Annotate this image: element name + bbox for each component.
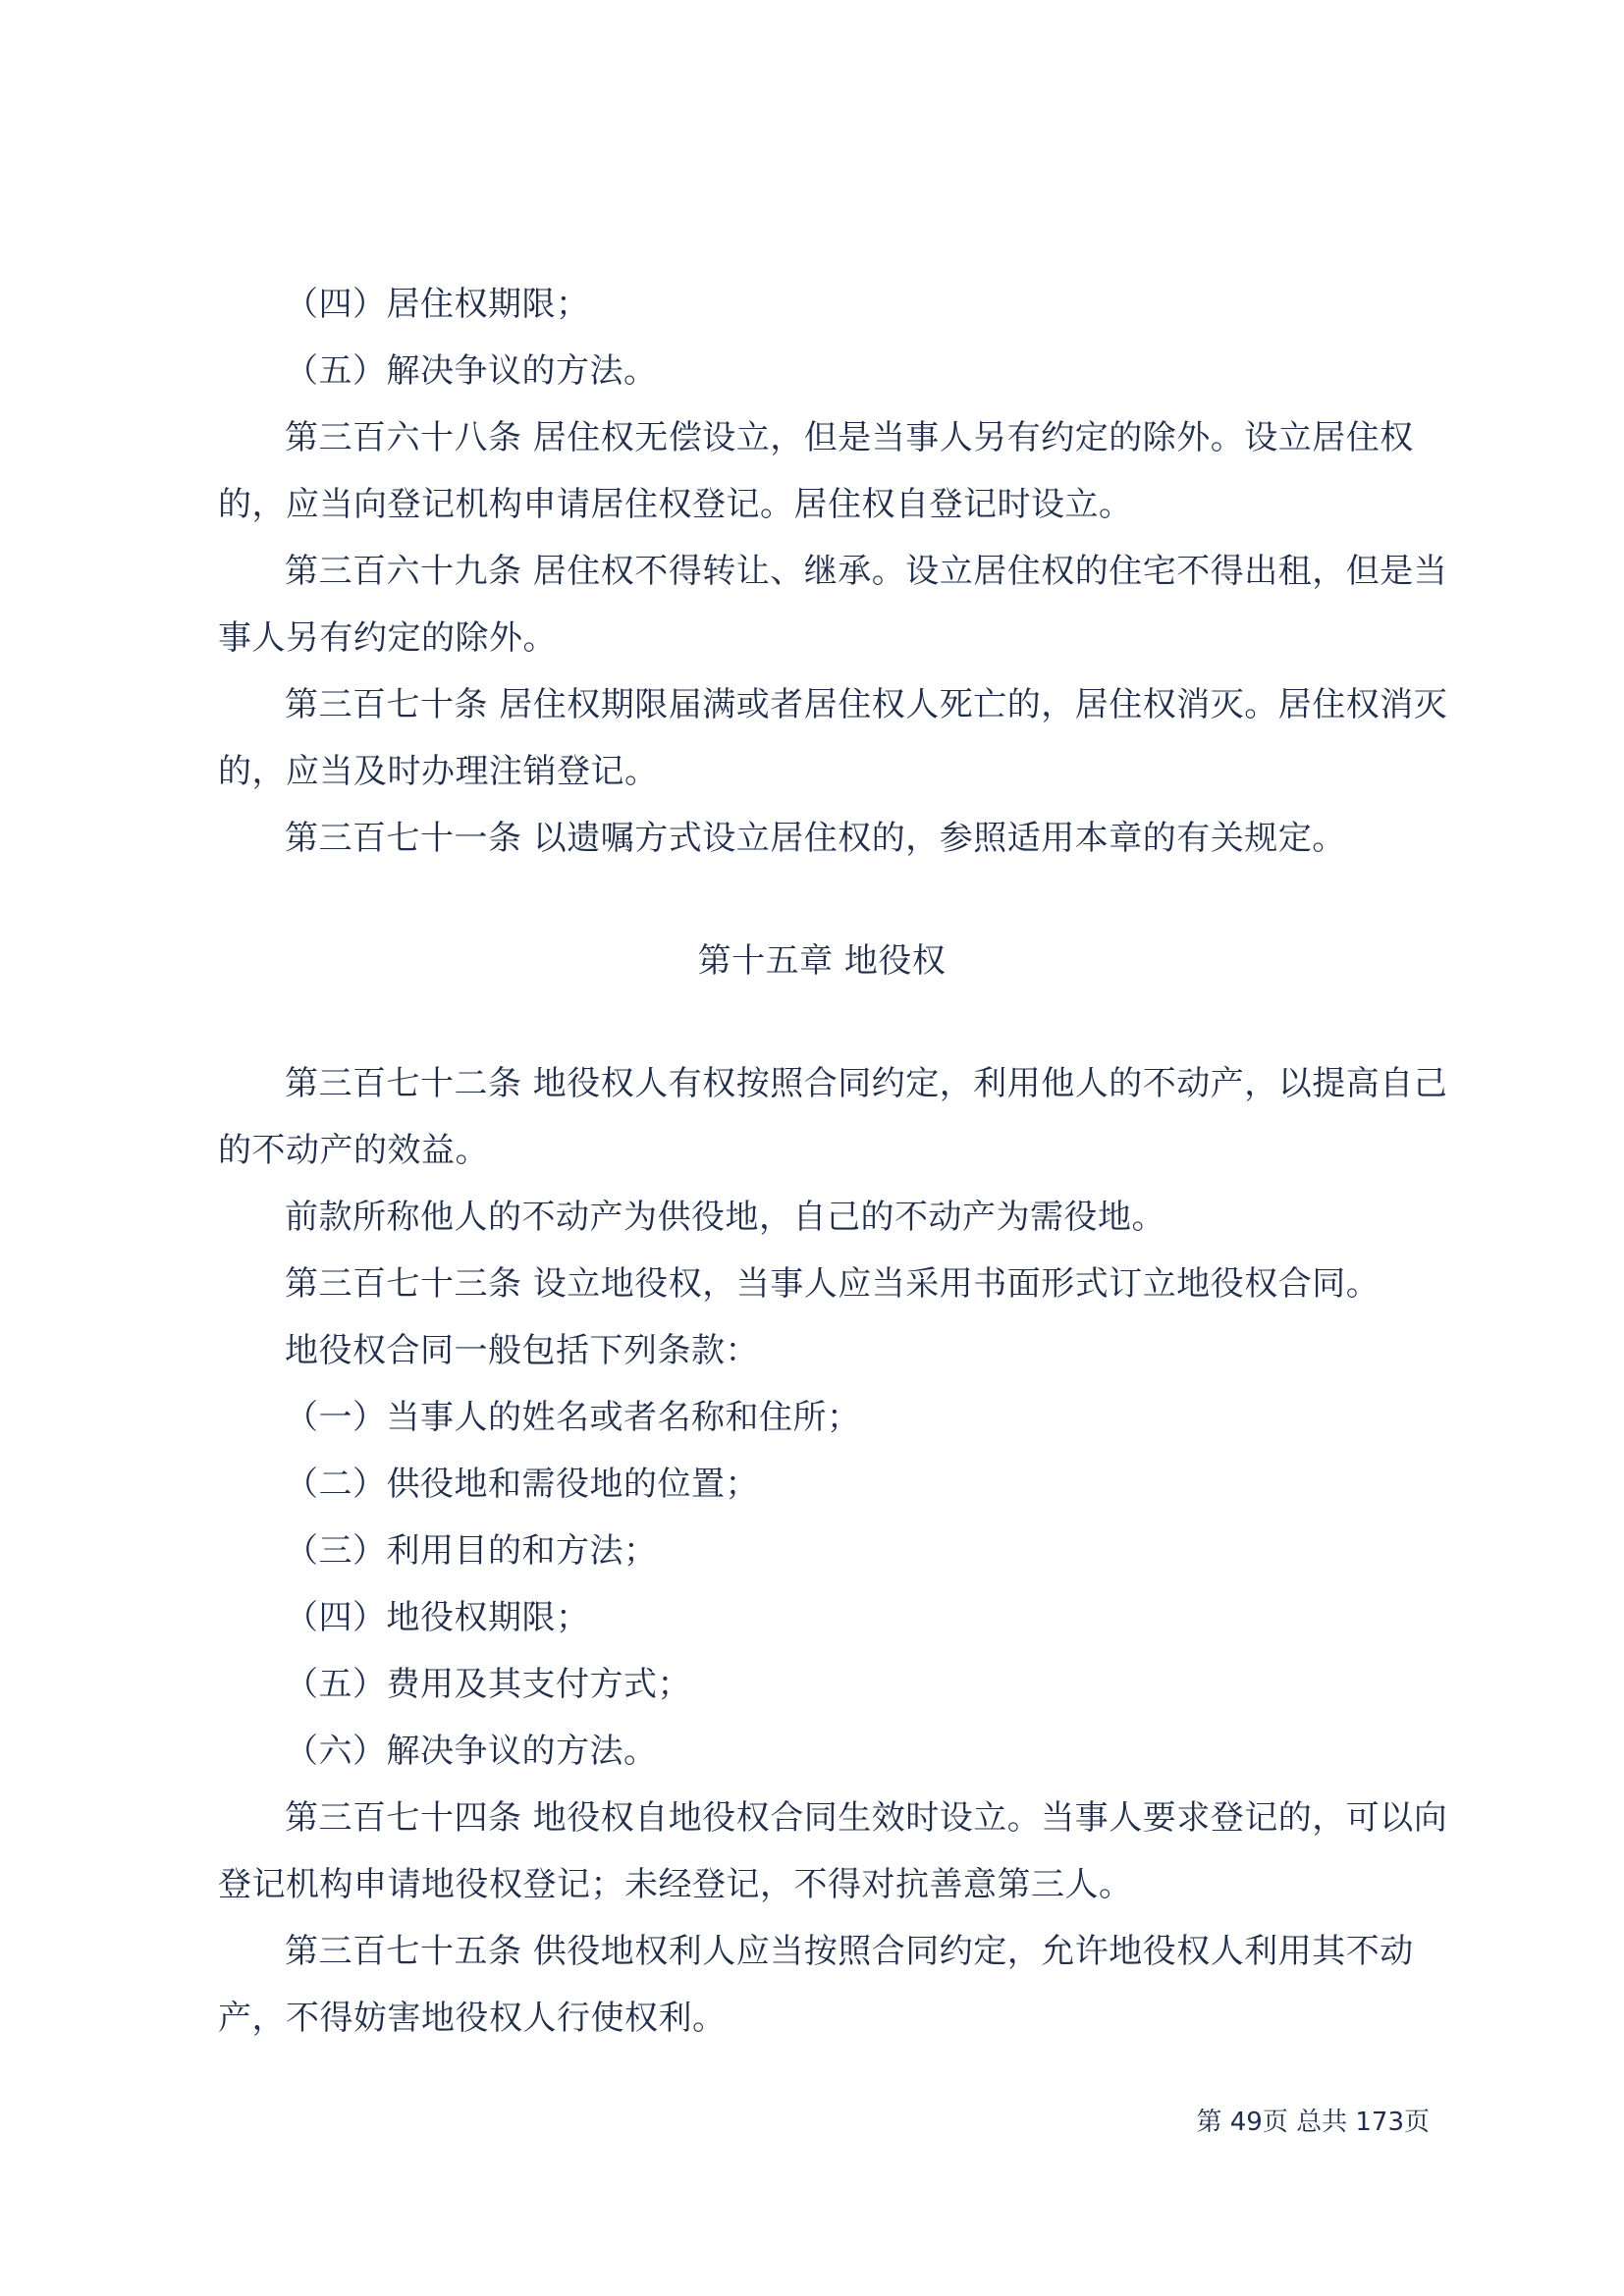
text-line: 第三百七十条 居住权期限届满或者居住权人死亡的，居住权消灭。居住权消灭 [285, 685, 1448, 724]
text-line: （二）供役地和需役地的位置； [285, 1465, 759, 1504]
text-line: 事人另有约定的除外。 [218, 618, 557, 658]
text-line: （三）利用目的和方法； [285, 1531, 658, 1571]
text-line: 地役权合同一般包括下列条款： [285, 1331, 759, 1370]
section-easement [218, 1050, 1448, 2052]
text-line: 第三百七十四条 地役权自地役权合同生效时设立。当事人要求登记的，可以向 [285, 1798, 1448, 1838]
text-line: 的不动产的效益。 [218, 1131, 489, 1170]
text-line: 的，应当及时办理注销登记。 [218, 752, 659, 791]
text-line: 产，不得妨害地役权人行使权利。 [218, 1999, 727, 2038]
page-content [218, 271, 1448, 2052]
text-line: 第三百六十八条 居住权无偿设立，但是当事人另有约定的除外。设立居住权 [285, 418, 1414, 457]
page-footer: 第 49页 总共 173页 [1196, 2108, 1430, 2137]
section-residence-right [218, 271, 1448, 872]
text-line: 的，应当向登记机构申请居住权登记。居住权自登记时设立。 [218, 485, 1133, 524]
text-line: （五）费用及其支付方式； [285, 1665, 691, 1704]
text-line: （一）当事人的姓名或者名称和住所； [285, 1398, 861, 1437]
text-line: 第三百七十一条 以遗嘱方式设立居住权的，参照适用本章的有关规定。 [285, 819, 1346, 858]
text-line: 第三百六十九条 居住权不得转让、继承。设立居住权的住宅不得出租，但是当 [285, 552, 1448, 591]
text-line: 登记机构申请地役权登记；未经登记，不得对抗善意第三人。 [218, 1865, 1133, 1904]
text-line: 第三百七十五条 供役地权利人应当按照合同约定，允许地役权人利用其不动 [285, 1932, 1414, 1971]
chapter-title: 第十五章 地役权 [697, 941, 947, 981]
text-line: （四）居住权期限； [285, 285, 590, 324]
text-line: 前款所称他人的不动产为供役地，自己的不动产为需役地。 [285, 1198, 1165, 1237]
text-line: 第三百七十二条 地役权人有权按照合同约定，利用他人的不动产，以提高自己 [285, 1064, 1448, 1103]
text-line: （五）解决争议的方法。 [285, 351, 658, 391]
text-line: （四）地役权期限； [285, 1598, 590, 1637]
text-line: （六）解决争议的方法。 [285, 1732, 658, 1771]
text-line: 第三百七十三条 设立地役权，当事人应当采用书面形式订立地役权合同。 [285, 1264, 1380, 1304]
